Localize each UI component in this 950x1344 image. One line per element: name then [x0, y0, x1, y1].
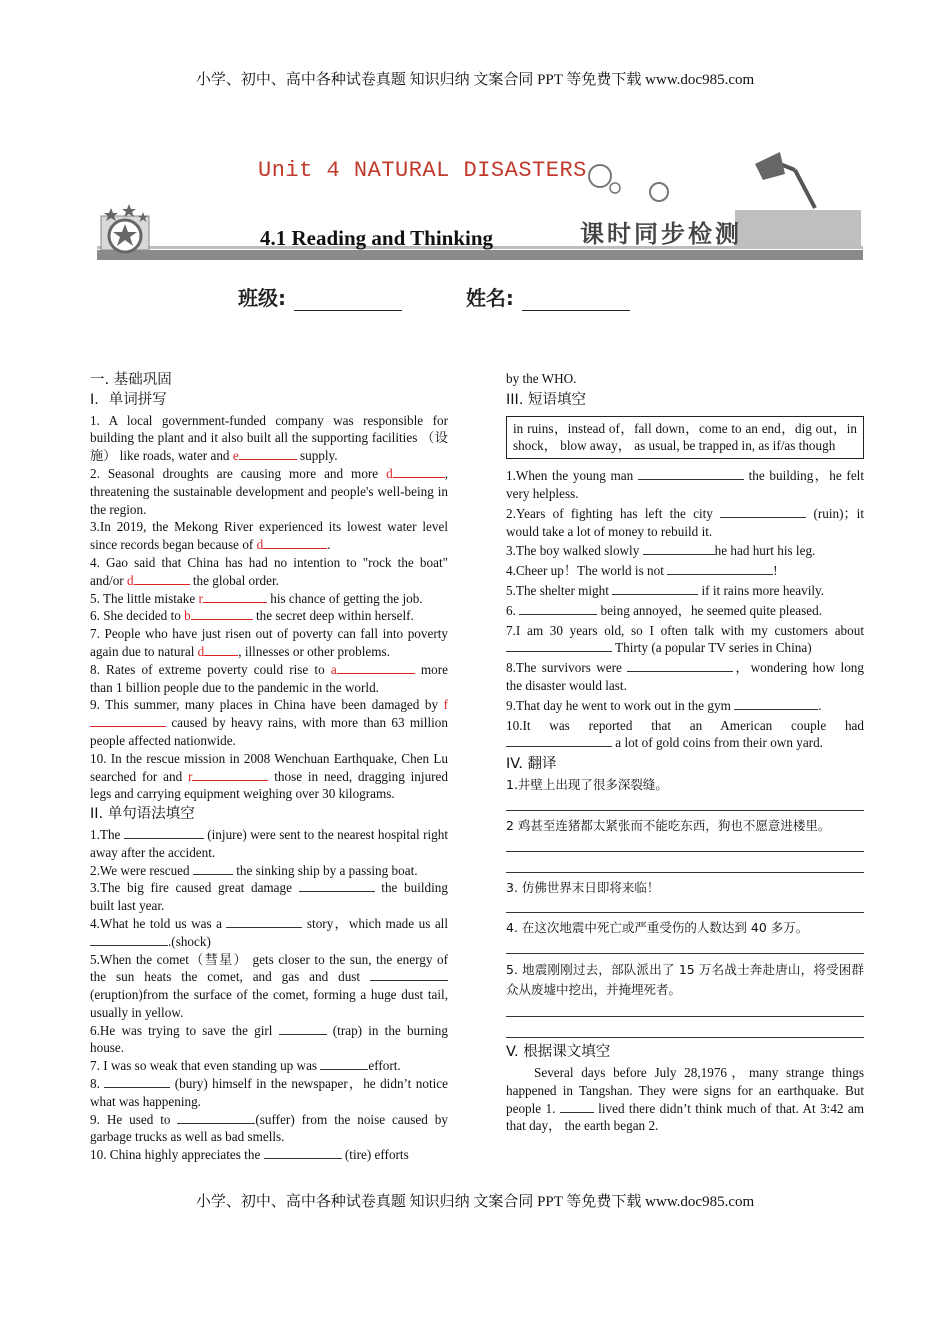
- name-label: 姓名:: [465, 286, 514, 310]
- answer-blank[interactable]: [134, 573, 190, 585]
- part-title: 一. 基础巩固: [90, 372, 172, 388]
- lesson-title: 4.1 Reading and Thinking: [260, 226, 494, 250]
- question: 2.Years of fighting has left the city (ruin)；it would take a lot of money to rebuild it.: [506, 505, 864, 539]
- question: 6.He was trying to save the girl (trap) in the burning house.: [90, 1022, 448, 1056]
- answer-blank[interactable]: [627, 660, 733, 672]
- answer-blank[interactable]: [506, 640, 612, 652]
- section-title: V. 根据课文填空: [506, 1044, 611, 1061]
- question: 10. In the rescue mission in 2008 Wenchuan Earthquake, Chen Lu searched for and r those in need, dragging injured legs and carrying equipment weighing over 30 kilograms.: [90, 750, 448, 802]
- answer-line[interactable]: [506, 1002, 864, 1017]
- question: 9. He used to (suffer) from the noise caused by garbage trucks as well as bad smells.: [90, 1111, 448, 1145]
- question: 4. Gao said that China has had no intention to "rock the boat" and/or d the global order.: [90, 554, 448, 588]
- answer-blank[interactable]: [638, 468, 744, 480]
- question: 7. People who have just risen out of poverty can fall into poverty again due to natural d , illnesses or other problems.: [90, 626, 448, 659]
- translation-item: 2 鸡甚至连猪都太紧张而不能吃东西，狗也不愿意进楼里。: [506, 817, 831, 833]
- answer-blank[interactable]: [370, 969, 448, 981]
- section-title: IV. 翻译: [506, 756, 557, 773]
- name-field[interactable]: [522, 292, 630, 311]
- answer-blank[interactable]: [192, 769, 268, 781]
- question: 3.In 2019, the Mekong River experienced its lowest water level since records began because of d .: [90, 519, 448, 553]
- right-column: [506, 370, 864, 1135]
- answer-blank[interactable]: [264, 1147, 342, 1159]
- question: 1.The (injure) were sent to the nearest hospital right away after the accident.: [90, 826, 448, 860]
- answer-blank[interactable]: [104, 1076, 170, 1088]
- question: 5.The shelter might if it rains more heavily.: [506, 582, 825, 598]
- question: 8.The survivors were ，wondering how long the disaster would last.: [506, 660, 864, 693]
- question: 10. China highly appreciates the (tire) efforts: [90, 1147, 409, 1163]
- question: 6. being annoyed，he seemed quite pleased.: [506, 602, 823, 618]
- answer-blank[interactable]: [612, 583, 698, 595]
- question: 6. She decided to b the secret deep within herself.: [90, 608, 414, 624]
- left-column: [90, 370, 448, 1164]
- passage: Several days before July 28,1976，many strange things happened in Tangshan. They were signs for an earthquake. But people 1. lived there didn’t think much of that. At 3:42 am that day， the earth began 2.: [506, 1064, 864, 1134]
- answer-blank[interactable]: [124, 827, 204, 839]
- answer-line[interactable]: [506, 796, 864, 811]
- translation-item: 1.井壁上出现了很多深裂缝。: [506, 776, 668, 792]
- answer-line[interactable]: [506, 898, 864, 913]
- section-title: I．单词拼写: [90, 391, 167, 408]
- question: 9.That day he went to work out in the gym .: [506, 697, 822, 713]
- translation-item: 4. 在这次地震中死亡或严重受伤的人数达到 40 多万。: [506, 920, 809, 936]
- section-title: II. 单句语法填空: [90, 806, 195, 823]
- page-footer: 小学、初中、高中各种试卷真题 知识归纳 文案合同 PPT 等免费下载 www.doc985.com: [195, 1194, 755, 1210]
- section-title: III. 短语填空: [506, 391, 587, 408]
- answer-blank[interactable]: [263, 537, 327, 549]
- question: 8. (bury) himself in the newspaper，he didn’t notice what was happening.: [90, 1076, 449, 1109]
- answer-blank[interactable]: [667, 563, 773, 575]
- answer-line[interactable]: [506, 1023, 864, 1038]
- answer-blank[interactable]: [299, 880, 375, 892]
- question: 3.The boy walked slowly he had hurt his leg.: [506, 543, 816, 559]
- answer-line[interactable]: [506, 837, 864, 852]
- question: 7.I am 30 years old, so I often talk with my customers about Thirty (a popular TV series in China): [506, 622, 864, 656]
- answer-blank[interactable]: [239, 448, 297, 460]
- question: 2.We were rescued the sinking ship by a passing boat.: [90, 862, 418, 878]
- answer-blank[interactable]: [193, 863, 233, 875]
- answer-blank[interactable]: [337, 662, 415, 674]
- banner-tag: 课时同步检测: [580, 220, 742, 248]
- answer-blank[interactable]: [720, 506, 806, 518]
- answer-line[interactable]: [506, 939, 864, 954]
- answer-blank[interactable]: [203, 591, 267, 603]
- phrase-box: in ruins，instead of，fall down，come to an end，dig out，in shock， blow away， as usual, be trapped in, as if/as though: [506, 416, 864, 460]
- answer-blank[interactable]: [560, 1101, 594, 1113]
- student-info-row: [238, 282, 630, 311]
- answer-blank[interactable]: [204, 644, 238, 656]
- answer-blank[interactable]: [191, 608, 253, 620]
- question: 5. The little mistake r his chance of getting the job.: [90, 590, 423, 606]
- question: 3.The big fire caused great damage the building built last year.: [90, 880, 448, 914]
- page-header: 小学、初中、高中各种试卷真题 知识归纳 文案合同 PPT 等免费下载 www.doc985.com: [195, 72, 755, 88]
- question: 2. Seasonal droughts are causing more and more d , threatening the sustainable development and people's well-being in the region.: [90, 465, 448, 517]
- question: 4.What he told us was a story，which made us all.(shock): [90, 915, 448, 949]
- class-field[interactable]: [294, 292, 402, 311]
- question: 5.When the comet（彗星） gets closer to the sun, the energy of the sun heats the comet, and gas and dust (eruption)from the surface of the comet, forming a huge dust tail, usually in yellow.: [90, 951, 448, 1020]
- question: 1.When the young man the building，he felt very helpless.: [506, 468, 865, 501]
- answer-blank[interactable]: [393, 466, 445, 478]
- answer-blank[interactable]: [643, 543, 715, 555]
- question: 1. A local government-funded company was responsible for building the plant and it also built all the supporting facilities （设施） like roads, water and e supply.: [90, 412, 448, 464]
- translation-item: 3. 仿佛世界末日即将来临！: [506, 879, 660, 895]
- question-continued: by the WHO.: [506, 371, 577, 386]
- answer-blank[interactable]: [279, 1023, 327, 1035]
- question: 7. I was so weak that even standing up was effort.: [90, 1058, 401, 1074]
- answer-blank[interactable]: [90, 934, 168, 946]
- question: 10.It was reported that an American couple had a lot of gold coins from their own yard.: [506, 717, 864, 751]
- answer-blank[interactable]: [734, 698, 818, 710]
- answer-blank[interactable]: [177, 1112, 255, 1124]
- unit-title: Unit 4 NATURAL DISASTERS: [258, 158, 587, 183]
- answer-blank[interactable]: [519, 603, 597, 615]
- question: 4.Cheer up！The world is not !: [506, 563, 778, 579]
- question: 8. Rates of extreme poverty could rise to a more than 1 billion people due to the pandemic in the world.: [90, 661, 448, 695]
- answer-line[interactable]: [506, 858, 864, 873]
- answer-blank[interactable]: [226, 916, 302, 928]
- answer-blank[interactable]: [90, 715, 166, 727]
- class-label: 班级:: [238, 286, 286, 310]
- answer-blank[interactable]: [506, 735, 612, 747]
- answer-blank[interactable]: [320, 1058, 368, 1070]
- question: 9. This summer, many places in China have been damaged by f caused by heavy rains, with more than 63 million people affected nationwide.: [90, 697, 448, 748]
- translation-item: 5. 地震刚刚过去，部队派出了 15 万名战士奔赴唐山，将受困群众从废墟中挖出，并掩埋死者。: [506, 962, 864, 998]
